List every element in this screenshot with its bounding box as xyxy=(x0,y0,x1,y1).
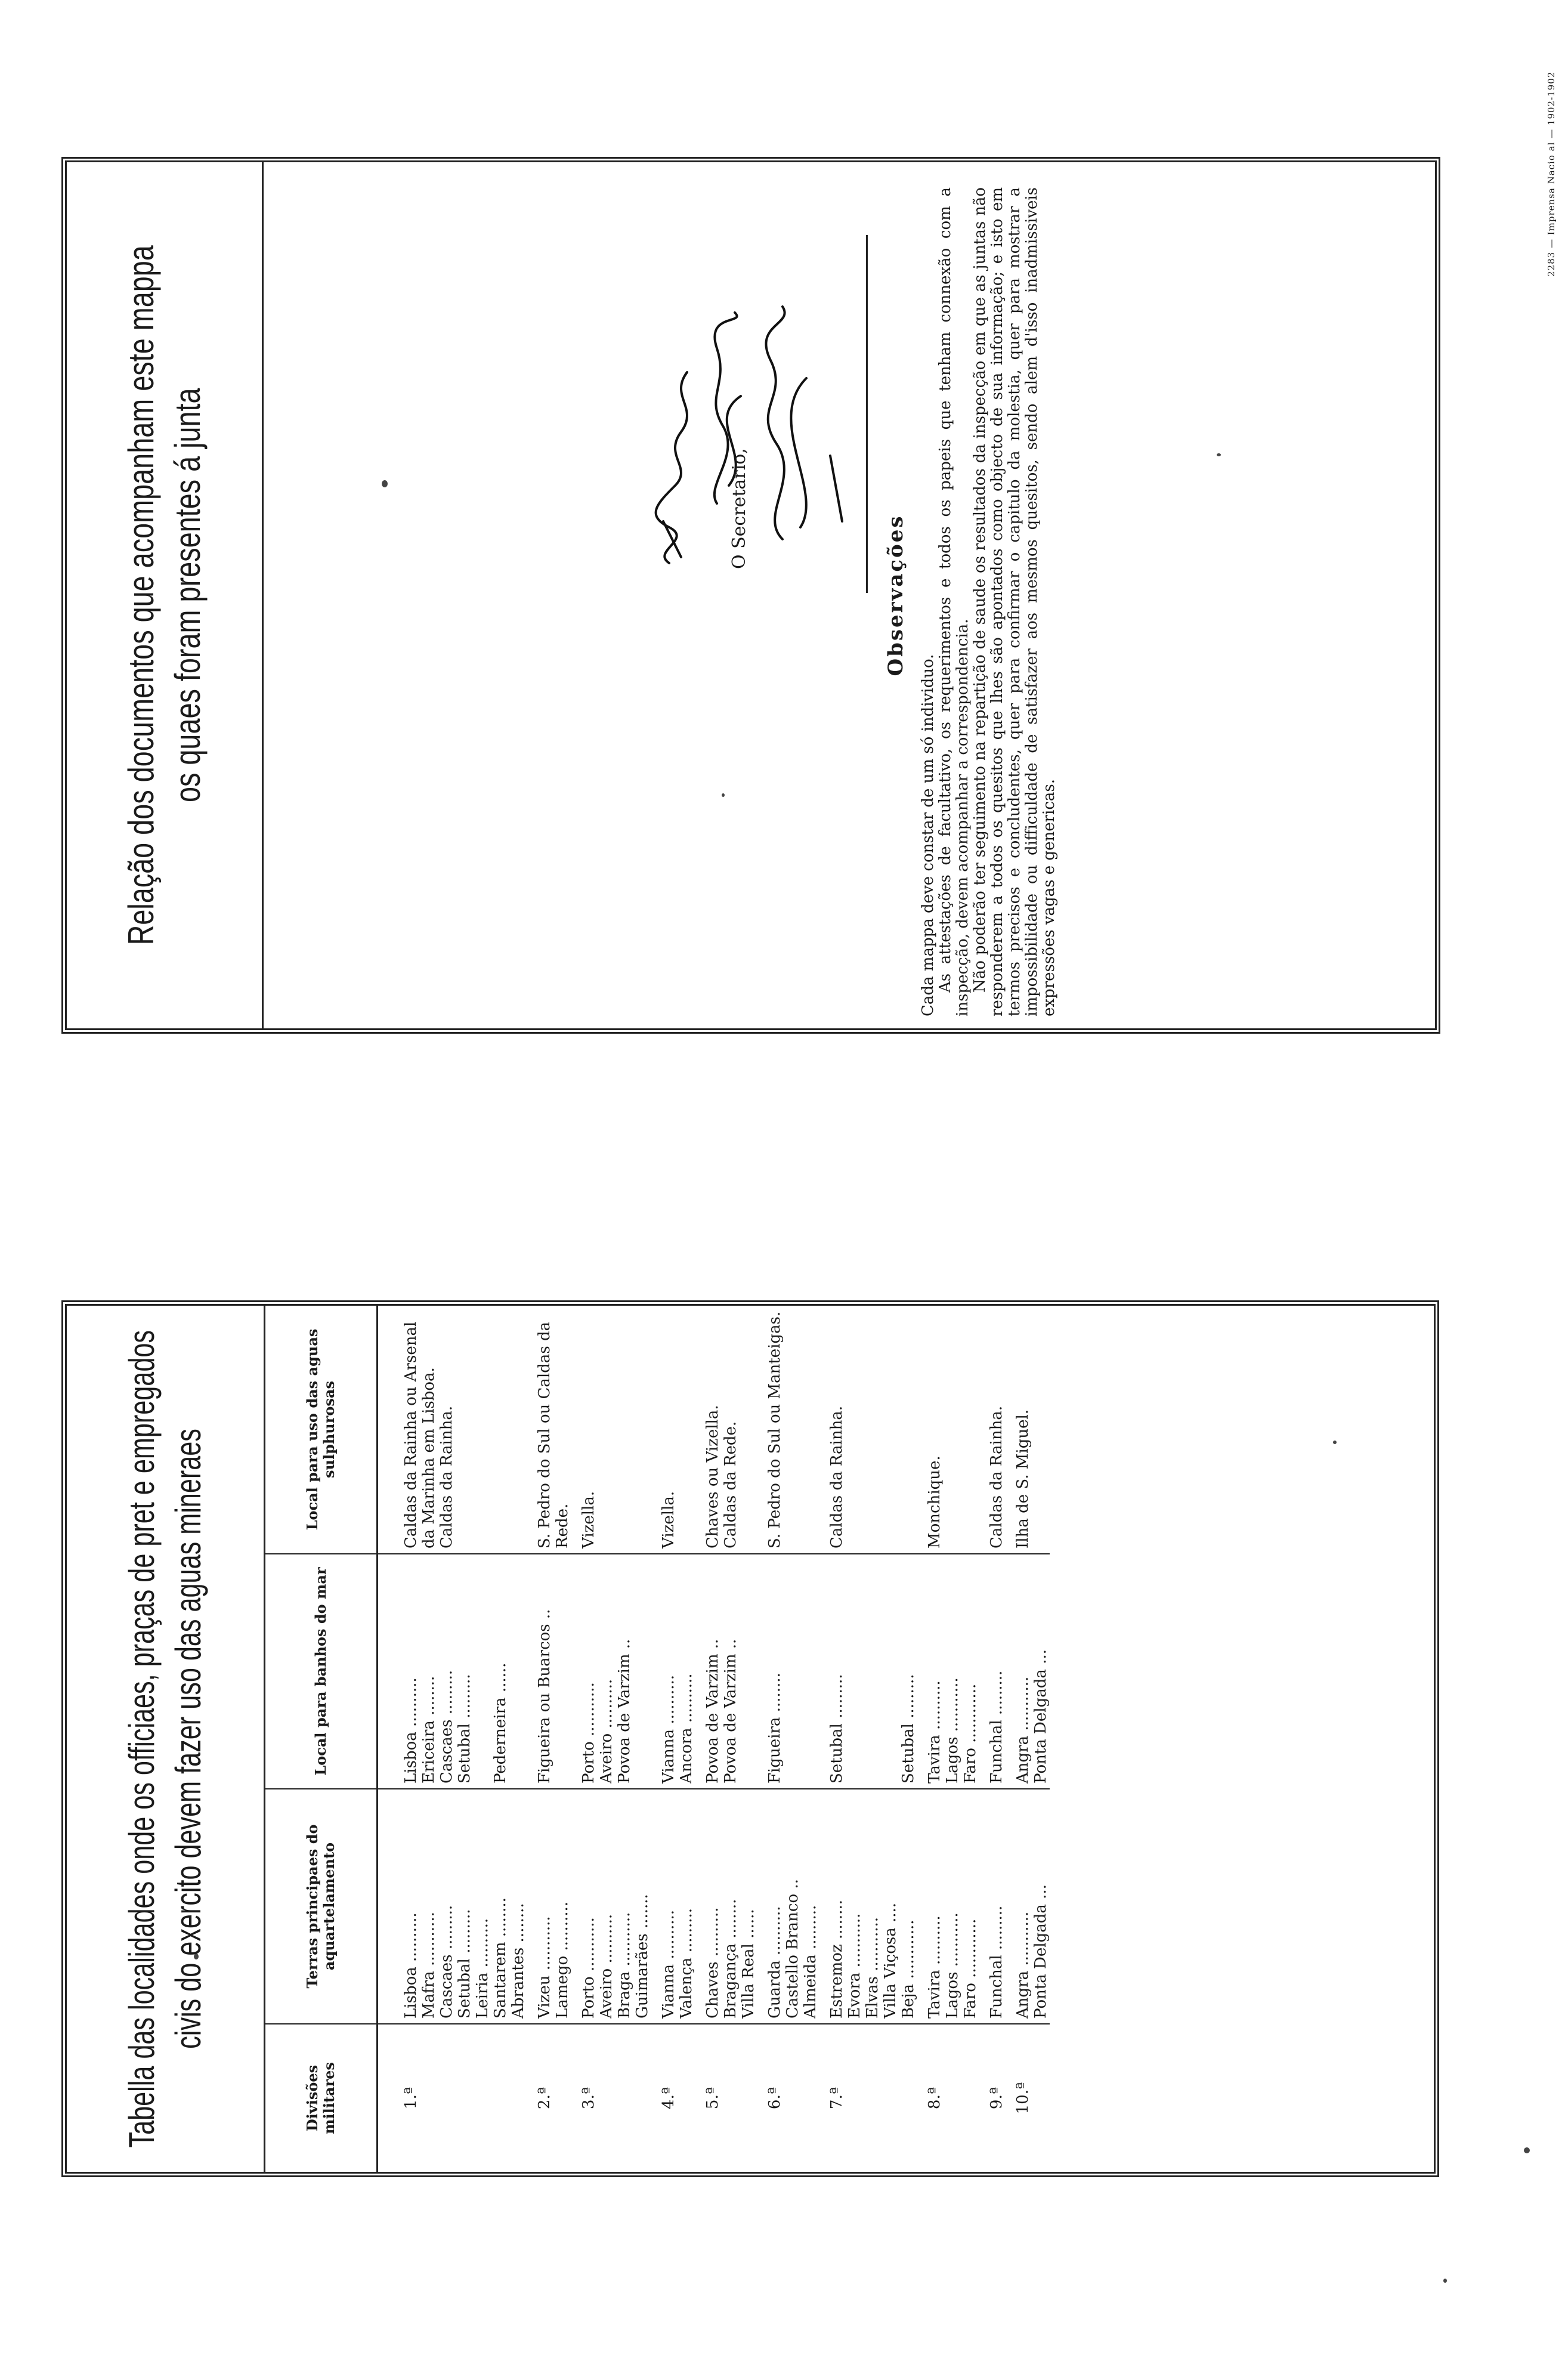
cell-mar xyxy=(979,1554,1006,1789)
cell-terras-item: Leiria .......... xyxy=(474,1918,491,2019)
cell-mar-item: Setubal ......... xyxy=(899,1674,917,1784)
cell-sulphurosas xyxy=(695,1306,757,1554)
cell-mar-item: Aveiro .......... xyxy=(598,1679,616,1784)
cell-mar xyxy=(695,1554,757,1789)
localidades-table xyxy=(264,1306,1050,2172)
printer-imprint: 2283 — Imprensa Nacio al — 1902-1902 xyxy=(1546,71,1557,277)
cell-mar-item: Povoa de Varzim .. xyxy=(704,1639,722,1784)
cell-mar-item xyxy=(846,1559,864,1784)
cell-sulphurosas xyxy=(1006,1306,1050,1554)
cell-terras-item: Santarem ........ xyxy=(491,1897,509,2019)
cell-sulphurosas xyxy=(378,1306,528,1554)
secretario-label: O Secretario, xyxy=(729,448,750,569)
cell-mar-item: Figueira ........ xyxy=(766,1673,784,1784)
cell-terras xyxy=(819,1789,917,2024)
cell-mar-item xyxy=(864,1559,882,1784)
cell-terras-item: Bragança ........ xyxy=(722,1899,740,2019)
cell-divisao: 8.ª xyxy=(917,2024,979,2172)
cell-terras-item: Evora ........... xyxy=(846,1913,864,2019)
relacao-title-line2: os quaes foram presentes á junta xyxy=(167,388,208,803)
cell-mar-item: Povoa de Varzim .. xyxy=(722,1639,740,1784)
cell-mar-item: Tavira .......... xyxy=(926,1680,944,1784)
table-row xyxy=(757,1306,819,2172)
cell-mar xyxy=(571,1554,651,1789)
table-row xyxy=(979,1306,1006,2172)
cell-terras-item: Lisboa .......... xyxy=(402,1912,420,2019)
cell-sulphurosas xyxy=(651,1306,695,1554)
cell-terras-item: Chaves .......... xyxy=(704,1907,722,2019)
table-row xyxy=(695,1306,757,2172)
cell-divisao: 7.ª xyxy=(819,2024,917,2172)
cell-terras-item: Estremoz ........ xyxy=(828,1900,846,2019)
table-row xyxy=(917,1306,979,2172)
cell-mar-item: Funchal ......... xyxy=(988,1670,1006,1784)
cell-mar xyxy=(1006,1554,1050,1789)
cell-terras-item: Braga ........... xyxy=(616,1912,633,2019)
header-divisoes: Divisões militares xyxy=(265,2024,378,2172)
cell-sulphurosas-item: Monchique. xyxy=(926,1455,944,1548)
observacao-1: Cada mappa deve constar de um só individuo. xyxy=(919,654,937,1016)
cell-mar-item: Vianna .......... xyxy=(660,1674,678,1784)
cell-sulphurosas-item: Chaves ou Vizella. xyxy=(704,1405,722,1548)
cell-mar-item: Setubal ......... xyxy=(456,1674,474,1784)
cell-sulphurosas xyxy=(527,1306,571,1554)
cell-divisao: 2.ª xyxy=(527,2024,571,2172)
cell-terras xyxy=(917,1789,979,2024)
cell-mar xyxy=(651,1554,695,1789)
cell-sulphurosas-item: S. Pedro do Sul ou Manteigas. xyxy=(766,1311,784,1548)
cell-divisao: 9.ª xyxy=(979,2024,1006,2172)
relacao-form xyxy=(61,71,1557,1034)
cell-divisao: 10.ª xyxy=(1006,2024,1050,2172)
cell-mar-item: Cascaes ......... xyxy=(438,1670,456,1784)
cell-terras-item: Funchal ......... xyxy=(988,1905,1006,2019)
cell-mar-item: Porto ........... xyxy=(580,1682,598,1784)
cell-divisao: 6.ª xyxy=(757,2024,819,2172)
cell-sulphurosas-item: Caldas da Rainha. xyxy=(438,1405,456,1548)
tabella-form xyxy=(61,1300,1439,2177)
table-row xyxy=(819,1306,917,2172)
tabella-title-line1: Tabella das localidades onde os officiaes, praças de pret e empregados xyxy=(122,1330,162,2148)
cell-sulphurosas xyxy=(819,1306,917,1554)
cell-mar-item: Lagos ........... xyxy=(944,1677,961,1784)
observacoes-text xyxy=(920,187,1058,1016)
cell-terras xyxy=(695,1789,757,2024)
cell-sulphurosas xyxy=(571,1306,651,1554)
tabella-header xyxy=(67,1306,264,2172)
cell-divisao: 1.ª xyxy=(378,2024,528,2172)
table-row xyxy=(651,1306,695,2172)
observacao-3: Não poderão ter seguimento na repartição de saude os resultados da inspecção em que as juntas não responderem a todos os quesitos que lhes são apontados como objecto de sua informação; e isto em termos precisos e concludentes, quer para confirmar o capitulo da molestia, quer para mostrar a impossibilidade ou difficuldade de satisfazer aos mesmos quesitos, sendo alem d'isso inadmissiveis expressões vagas e genericas. xyxy=(971,187,1058,1016)
table-header-row xyxy=(265,1306,378,2172)
observacao-2: As attestações de facultativo, os requerimentos e todos os papeis que tenham connexão com a inspecção, devem acompanhar a correspondencia. xyxy=(936,187,972,1016)
cell-mar xyxy=(378,1554,528,1789)
cell-mar-item: Pederneira ...... xyxy=(491,1662,509,1784)
cell-terras-item: Porto ........... xyxy=(580,1917,598,2019)
cell-mar xyxy=(819,1554,917,1789)
cell-divisao: 4.ª xyxy=(651,2024,695,2172)
cell-sulphurosas-item: Caldas da Rainha. xyxy=(988,1405,1006,1548)
cell-mar-item: Povoa de Varzim .. xyxy=(616,1639,633,1784)
cell-divisao: 3.ª xyxy=(571,2024,651,2172)
observacoes-title: Observações xyxy=(884,514,908,676)
tabella-title-line2: civis do exercito devem fazer uso das aguas mineraes xyxy=(168,1429,208,2049)
cell-terras-item: Aveiro .......... xyxy=(598,1914,616,2019)
relacao-body xyxy=(264,162,1435,1028)
cell-terras-item: Villa Real ...... xyxy=(740,1909,757,2019)
header-mar: Local para banhos do mar xyxy=(265,1554,378,1789)
cell-sulphurosas xyxy=(917,1306,979,1554)
cell-terras-item: Angra ........... xyxy=(1014,1911,1032,2019)
relacao-title-line1: Relação dos documentos que acompanham este mappa xyxy=(120,245,161,945)
cell-sulphurosas-item: Caldas da Rede. xyxy=(722,1421,740,1548)
relacao-header xyxy=(67,162,264,1028)
cell-mar xyxy=(527,1554,571,1789)
cell-terras xyxy=(979,1789,1006,2024)
cell-sulphurosas-item: S. Pedro do Sul ou Caldas da Rede. xyxy=(536,1321,571,1548)
cell-sulphurosas-item: Caldas da Rainha. xyxy=(828,1405,846,1548)
table-row xyxy=(571,1306,651,2172)
observacoes-divider xyxy=(866,235,868,593)
cell-terras-item: Tavira .......... xyxy=(926,1915,944,2019)
paper-speck xyxy=(1443,2279,1447,2283)
header-terras: Terras principaes do aquartelamento xyxy=(265,1789,378,2024)
cell-mar-item: Ancora .......... xyxy=(678,1673,695,1784)
cell-mar xyxy=(917,1554,979,1789)
cell-terras xyxy=(378,1789,528,2024)
cell-terras-item: Guimarães ....... xyxy=(633,1894,651,2019)
table-row xyxy=(378,1306,528,2172)
cell-mar-item: Ponta Delgada ... xyxy=(1032,1649,1050,1784)
cell-terras-item: Ponta Delgada ... xyxy=(1032,1884,1050,2019)
handwritten-signature xyxy=(645,301,955,575)
table-body xyxy=(378,1306,1050,2172)
cell-terras-item: Villa Viçosa .... xyxy=(882,1902,899,2019)
cell-terras xyxy=(757,1789,819,2024)
cell-mar-item xyxy=(474,1559,491,1784)
cell-mar-item: Angra ........... xyxy=(1014,1676,1032,1784)
cell-terras-item: Almeida ......... xyxy=(802,1905,819,2019)
table-row xyxy=(527,1306,571,2172)
cell-terras-item: Vianna .......... xyxy=(660,1909,678,2019)
cell-terras-item: Vizeu ........... xyxy=(536,1916,553,2019)
cell-mar-item: Faro ............ xyxy=(961,1683,979,1784)
cell-sulphurosas-item: Vizella. xyxy=(580,1491,598,1548)
cell-terras xyxy=(527,1789,571,2024)
cell-terras-item: Beja ............ xyxy=(899,1920,917,2019)
cell-divisao: 5.ª xyxy=(695,2024,757,2172)
cell-terras-item: Guarda .......... xyxy=(766,1906,784,2019)
cell-terras-item: Faro ............ xyxy=(961,1918,979,2019)
cell-terras-item: Lagos ........... xyxy=(944,1912,961,2019)
cell-terras-item: Mafra ........... xyxy=(420,1912,438,2019)
cell-terras-item: Setubal ......... xyxy=(456,1909,474,2019)
cell-mar xyxy=(757,1554,819,1789)
cell-mar-item xyxy=(509,1559,527,1784)
cell-terras-item: Abrantes ........ xyxy=(509,1903,527,2019)
cell-terras-item: Cascaes ......... xyxy=(438,1905,456,2019)
signature-block xyxy=(645,301,955,575)
cell-sulphurosas xyxy=(979,1306,1006,1554)
table-row xyxy=(1006,1306,1050,2172)
cell-terras xyxy=(571,1789,651,2024)
cell-sulphurosas-item: Vizella. xyxy=(660,1491,678,1548)
cell-mar-item: Ericeira ........ xyxy=(420,1676,438,1784)
cell-mar-item xyxy=(882,1559,899,1784)
cell-terras-item: Elvas ........... xyxy=(864,1917,882,2019)
cell-terras-item: Lamego .......... xyxy=(553,1901,571,2019)
cell-terras xyxy=(1006,1789,1050,2024)
cell-mar-item: Setubal ......... xyxy=(828,1674,846,1784)
cell-terras xyxy=(651,1789,695,2024)
cell-sulphurosas xyxy=(757,1306,819,1554)
cell-terras-item: Valença ......... xyxy=(678,1908,695,2019)
cell-sulphurosas-item: Ilha de S. Miguel. xyxy=(1014,1409,1032,1548)
paper-speck xyxy=(1524,2147,1530,2153)
cell-sulphurosas-item: Caldas da Rainha ou Arsenal da Marinha em Lisboa. xyxy=(402,1321,438,1548)
cell-mar-item: Lisboa .......... xyxy=(402,1677,420,1784)
cell-mar-item: Figueira ou Buarcos .. xyxy=(536,1609,553,1784)
cell-terras-item: Castello Branco .. xyxy=(784,1879,802,2019)
header-sulphurosas: Local para uso das aguas sulphurosas xyxy=(265,1306,378,1554)
